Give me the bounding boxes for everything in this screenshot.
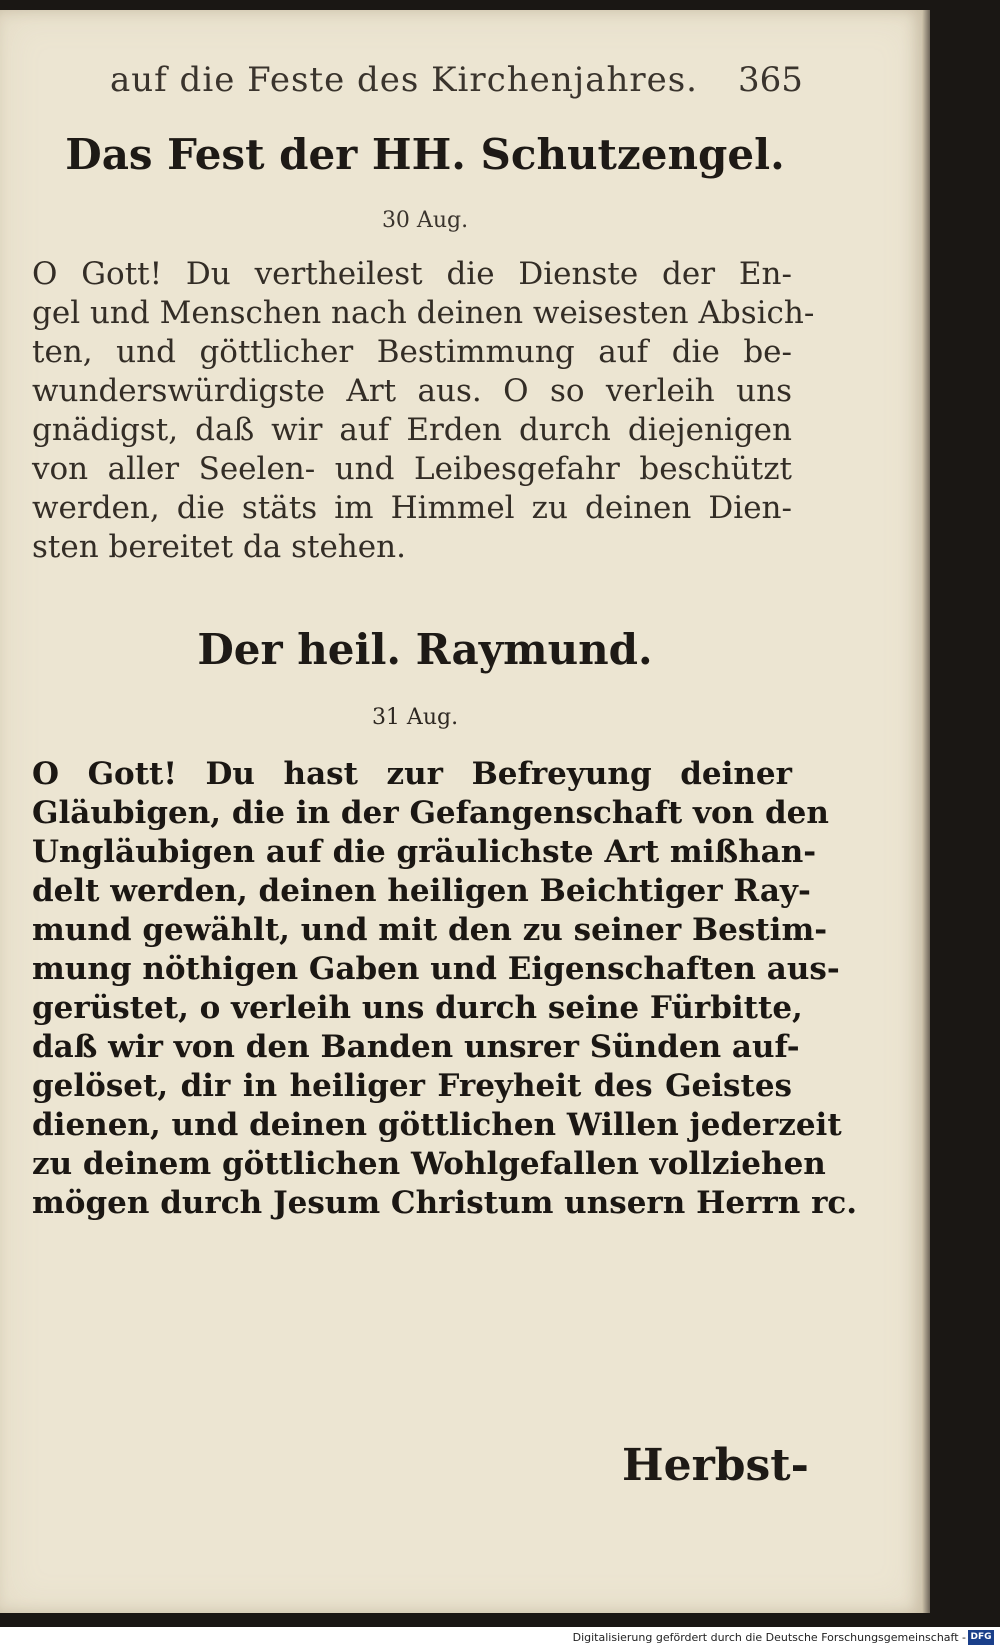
text-line: mund gewählt, und mit den zu seiner Bestim- xyxy=(32,912,828,948)
text-line: sten bereitet da stehen. xyxy=(32,529,406,565)
section-date-raymund: 31 Aug. xyxy=(371,705,459,730)
page-number: 365 xyxy=(738,60,803,100)
running-title: auf die Feste des Kirchenjahres. xyxy=(110,60,698,100)
text-line: gerüstet, o verleih uns durch seine Fürbitte, xyxy=(32,990,803,1026)
text-line: daß wir von den Banden unsrer Sünden auf- xyxy=(32,1029,800,1065)
text-line: dienen, und deinen göttlichen Willen jederzeit xyxy=(32,1107,842,1143)
prayer-text-raymund xyxy=(32,755,858,1223)
text-line: gel und Menschen nach deinen weisesten Absich- xyxy=(32,295,815,331)
section-heading-schutzengel: Das Fest der HH. Schutzengel. xyxy=(65,130,785,179)
text-line: wunderswürdigste Art aus. O so verleih uns xyxy=(32,373,792,409)
text-line: Ungläubigen auf die gräulichste Art mißhan- xyxy=(32,834,817,870)
footer-credit: Digitalisierung gefördert durch die Deutsche Forschungsgemeinschaft - xyxy=(572,1631,966,1644)
text-line: von aller Seelen- und Leibesgefahr beschützt xyxy=(32,451,792,487)
section-date-schutzengel: 30 Aug. xyxy=(381,208,469,233)
catchword: Herbst- xyxy=(622,1440,809,1491)
page-edge xyxy=(922,10,930,1613)
text-line: gnädigst, daß wir auf Erden durch diejenigen xyxy=(32,412,792,448)
prayer-text-schutzengel xyxy=(32,255,815,567)
text-line: zu deinem göttlichen Wohlgefallen vollziehen xyxy=(32,1146,826,1182)
text-line: mung nöthigen Gaben und Eigenschaften aus- xyxy=(32,951,840,987)
dfg-logo-icon: DFG xyxy=(968,1630,994,1645)
text-line: O Gott! Du vertheilest die Dienste der En- xyxy=(32,256,792,292)
text-line: ten, und göttlicher Bestimmung auf die be- xyxy=(32,334,792,370)
section-heading-raymund: Der heil. Raymund. xyxy=(197,625,653,674)
text-line: delt werden, deinen heiligen Beichtiger Ray- xyxy=(32,873,811,909)
text-line: werden, die stäts im Himmel zu deinen Dien- xyxy=(32,490,792,526)
text-line: gelöset, dir in heiliger Freyheit des Geistes xyxy=(32,1068,792,1104)
text-line: O Gott! Du hast zur Befreyung deiner xyxy=(32,756,792,792)
text-line: Gläubigen, die in der Gefangenschaft von den xyxy=(32,795,829,831)
text-line: mögen durch Jesum Christum unsern Herrn rc. xyxy=(32,1185,858,1221)
